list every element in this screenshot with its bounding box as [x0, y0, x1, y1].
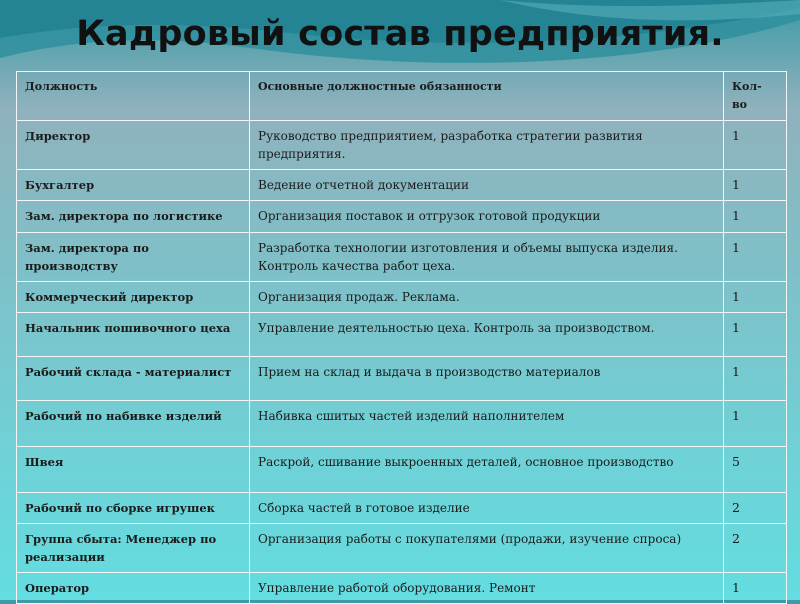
- page-title: Кадровый состав предприятия.: [76, 14, 724, 54]
- cell-qty: 1: [724, 313, 787, 357]
- table-row: [17, 573, 787, 604]
- header-qty: [724, 72, 787, 121]
- table-row: [17, 447, 787, 493]
- table-header-row: [17, 72, 787, 121]
- cell-position: Директор: [17, 121, 250, 170]
- cell-position: Начальник пошивочного цеха: [17, 313, 250, 357]
- cell-duties: Организация продаж. Реклама.: [250, 282, 724, 313]
- table-row: [17, 170, 787, 201]
- cell-position: Коммерческий директор: [17, 282, 250, 313]
- cell-position: Бухгалтер: [17, 170, 250, 201]
- cell-duties: Организация поставок и отгрузок готовой продукции: [250, 201, 724, 233]
- cell-qty: 2: [724, 493, 787, 524]
- table-row: [17, 401, 787, 447]
- cell-position: Рабочий по набивке изделий: [17, 401, 250, 447]
- cell-duties: Руководство предприятием, разработка стратегии развития предприятия.: [250, 121, 724, 170]
- header-position: Должность: [17, 72, 250, 121]
- cell-position: Оператор: [17, 573, 250, 604]
- cell-qty: 1: [724, 401, 787, 447]
- cell-duties: Сборка частей в готовое изделие: [250, 493, 724, 524]
- cell-duties: Организация работы с покупателями (продажи, изучение спроса): [250, 524, 724, 573]
- cell-position: Группа сбыта: Менеджер по реализации: [17, 524, 250, 573]
- cell-duties: Ведение отчетной документации: [250, 170, 724, 201]
- cell-qty: 1: [724, 201, 787, 233]
- cell-duties: Управление деятельностью цеха. Контроль за производством.: [250, 313, 724, 357]
- table-row: [17, 282, 787, 313]
- cell-qty: 2: [724, 524, 787, 573]
- cell-duties: Набивка сшитых частей изделий наполнителем: [250, 401, 724, 447]
- table-row: [17, 313, 787, 357]
- cell-qty: 1: [724, 121, 787, 170]
- header-qty-label: Кол- во: [732, 80, 762, 111]
- cell-position: Зам. директора по логистике: [17, 201, 250, 233]
- cell-qty: 1: [724, 282, 787, 313]
- cell-position: Рабочий по сборке игрушек: [17, 493, 250, 524]
- cell-position: Рабочий склада - материалист: [17, 357, 250, 401]
- cell-duties: Управление работой оборудования. Ремонт: [250, 573, 724, 604]
- cell-qty: 1: [724, 170, 787, 201]
- cell-duties: Прием на склад и выдача в производство материалов: [250, 357, 724, 401]
- table-row: [17, 233, 787, 282]
- cell-qty: 1: [724, 357, 787, 401]
- table-row: [17, 121, 787, 170]
- cell-position: Швея: [17, 447, 250, 493]
- cell-duties: Раскрой, сшивание выкроенных деталей, основное производство: [250, 447, 724, 493]
- table-row: [17, 524, 787, 573]
- cell-qty: 1: [724, 573, 787, 604]
- table-row: [17, 493, 787, 524]
- cell-position: Зам. директора по производству: [17, 233, 250, 282]
- cell-qty: 1: [724, 233, 787, 282]
- table-row: [17, 357, 787, 401]
- staff-table: [16, 71, 787, 604]
- cell-qty: 5: [724, 447, 787, 493]
- cell-duties: Разработка технологии изготовления и объемы выпуска изделия. Контроль качества работ цеха.: [250, 233, 724, 282]
- header-duties: Основные должностные обязанности: [250, 72, 724, 121]
- table-row: [17, 201, 787, 233]
